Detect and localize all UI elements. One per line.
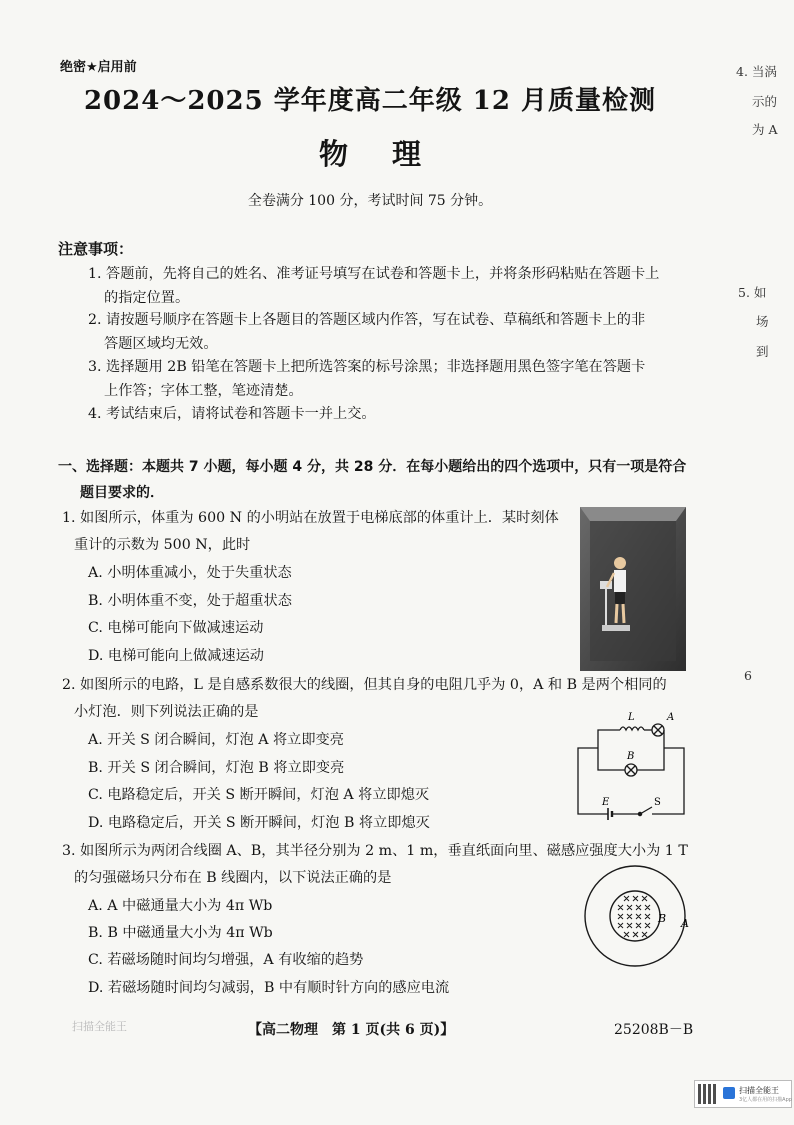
- q2-stem: 2. 如图所示的电路，L 是自感系数很大的线圈，但其自身的电阻几乎为 0，A 和 B 是两个相同的: [62, 677, 667, 693]
- person-head: [614, 557, 626, 569]
- q1-option-c: C. 电梯可能向下做减速运动: [88, 620, 264, 636]
- q3-option-a: A. A 中磁通量大小为 4π Wb: [88, 898, 273, 914]
- note-line: 答题区域均无效。: [104, 336, 218, 352]
- label-B: B: [627, 751, 635, 762]
- q1-option-b: B. 小明体重不变，处于超重状态: [88, 593, 292, 609]
- label-A: A: [667, 712, 675, 723]
- paper-code: 25208B－B: [614, 1022, 694, 1038]
- confidential-label: 绝密★启用前: [60, 60, 137, 75]
- q3-coils-figure: [582, 860, 694, 972]
- edge-q5-line1: 5. 如: [738, 285, 767, 300]
- note-line: 2. 请按题号顺序在答题卡上各题目的答题区域内作答，写在试卷、草稿纸和答题卡上的非: [88, 312, 646, 328]
- edge-q4-line3: 为 A: [752, 122, 778, 137]
- scanner-app-sub: 3亿人都在用的扫描App: [739, 1097, 792, 1103]
- note-line: 3. 选择题用 2B 铅笔在答题卡上把所选答案的标号涂黑；非选择题用黑色签字笔在答题卡: [88, 359, 646, 375]
- q2-stem-cont: 小灯泡．则下列说法正确的是: [74, 704, 259, 720]
- label-coil-B: B: [658, 912, 667, 925]
- q2-option-b: B. 开关 S 闭合瞬间，灯泡 B 将立即变亮: [88, 760, 345, 776]
- edge-q5-line2: 场: [756, 314, 769, 329]
- q3-stem: 3. 如图所示为两闭合线圈 A、B，其半径分别为 2 m、1 m，垂直纸面向里、磁感应强度大小为 1 T: [62, 843, 688, 859]
- q2-option-c: C. 电路稳定后，开关 S 断开瞬间，灯泡 A 将立即熄灭: [88, 787, 430, 803]
- q3-stem-cont: 的匀强磁场只分布在 B 线圈内，以下说法正确的是: [74, 870, 392, 886]
- q3-option-c: C. 若磁场随时间均匀增强，A 有收缩的趋势: [88, 952, 364, 968]
- switch-blade: [640, 807, 652, 814]
- section-heading: 一、选择题：本题共 7 小题，每小题 4 分，共 28 分．在每小题给出的四个选项中，只有一项是符合: [58, 459, 687, 475]
- label-E: E: [602, 797, 610, 808]
- score-time-info: 全卷满分 100 分，考试时间 75 分钟。: [247, 193, 493, 209]
- q1-stem: 1. 如图所示，体重为 600 N 的小明站在放置于电梯底部的体重计上．某时刻体: [62, 510, 559, 526]
- scanner-logo-icon: [723, 1087, 735, 1099]
- subject-title: 物 理: [318, 137, 422, 171]
- label-L: L: [628, 712, 635, 723]
- elevator-ceiling: [580, 507, 686, 521]
- person-shorts: [615, 592, 625, 604]
- inductor-coil: [620, 727, 644, 730]
- note-line: 1. 答题前，先将自己的姓名、准考证号填写在试卷和答题卡上，并将条形码粘贴在答题卡上: [88, 266, 660, 282]
- q3-option-b: B. B 中磁通量大小为 4π Wb: [88, 925, 273, 941]
- q1-option-d: D. 电梯可能向上做减速运动: [88, 648, 264, 664]
- q1-stem-cont: 重计的示数为 500 N，此时: [74, 537, 251, 553]
- q3-option-d: D. 若磁场随时间均匀减弱，B 中有顺时针方向的感应电流: [88, 980, 450, 996]
- q1-option-a: A. 小明体重减小，处于失重状态: [88, 565, 292, 581]
- label-coil-A: A: [681, 917, 689, 930]
- q2-circuit-figure: [572, 706, 692, 822]
- note-line: 的指定位置。: [104, 290, 190, 306]
- scanner-app-label: 扫描全能王: [739, 1086, 779, 1095]
- coil-a: [585, 866, 685, 966]
- magnetic-field-crosses: [618, 896, 650, 937]
- scanner-app-badge: [694, 1080, 792, 1108]
- section-heading-cont: 题目要求的．: [80, 485, 164, 501]
- scale-plate: [602, 625, 630, 631]
- label-S: S: [654, 797, 661, 808]
- edge-q5-line3: 到: [756, 344, 769, 359]
- qr-code-icon: [698, 1084, 718, 1104]
- q1-elevator-figure: [580, 507, 686, 671]
- notes-heading: 注意事项：: [58, 240, 134, 258]
- person-shirt: [614, 570, 626, 592]
- page-footer: 【高二物理 第 1 页(共 6 页)】: [248, 1022, 455, 1038]
- edge-q4-line1: 4. 当涡: [736, 64, 777, 79]
- footer-faint-watermark: 扫描全能王: [72, 1020, 127, 1033]
- edge-q4-line2: 示的: [752, 94, 778, 109]
- q2-option-d: D. 电路稳定后，开关 S 断开瞬间，灯泡 B 将立即熄灭: [88, 815, 430, 831]
- exam-title: 2024～2025 学年度高二年级 12 月质量检测: [83, 86, 657, 116]
- note-line: 上作答；字体工整，笔迹清楚。: [104, 383, 303, 399]
- note-line: 4. 考试结束后，请将试卷和答题卡一并上交。: [88, 406, 376, 422]
- edge-q6-number: 6: [744, 668, 752, 683]
- q2-option-a: A. 开关 S 闭合瞬间，灯泡 A 将立即变亮: [88, 732, 344, 748]
